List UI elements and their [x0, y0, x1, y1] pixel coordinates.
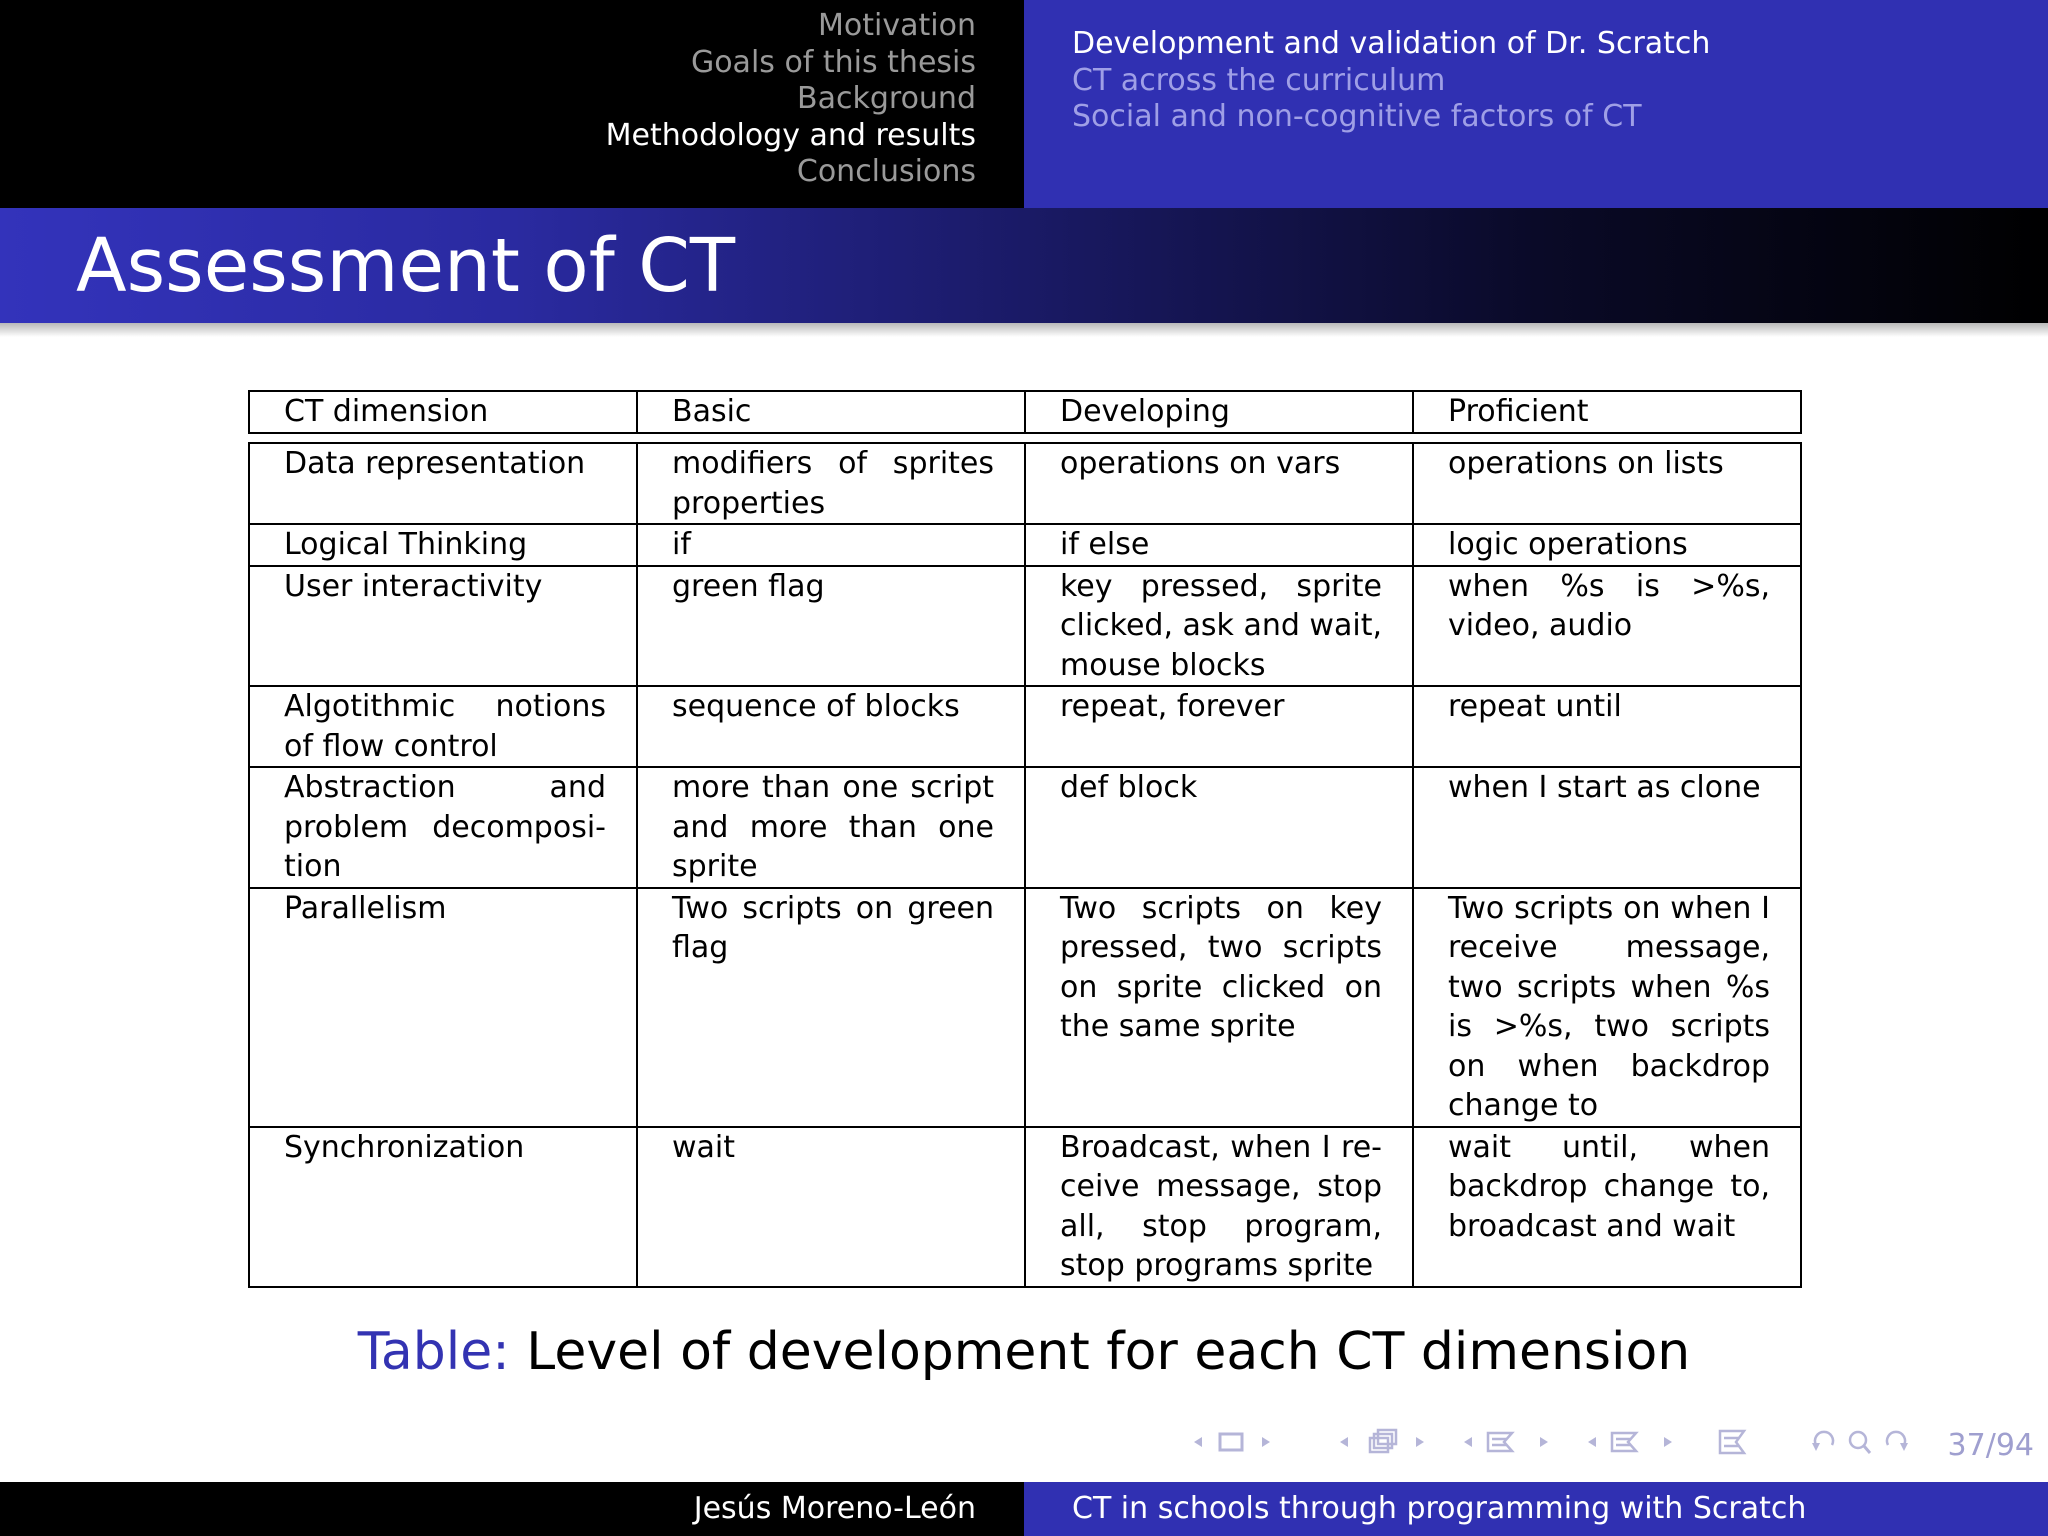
- table-cell: green flag: [637, 566, 1025, 687]
- section-nav-control[interactable]: [1584, 1427, 1676, 1457]
- table-cell: Data representation: [249, 443, 637, 524]
- table-cell: logic operations: [1413, 524, 1801, 566]
- table-cell: Logical Thinking: [249, 524, 637, 566]
- table-cell: more than one script and more than one sprite: [637, 767, 1025, 888]
- section-link-motivation[interactable]: Motivation: [818, 8, 976, 43]
- table-cell: key pressed, sprite clicked, ask and wait, mouse blocks: [1025, 566, 1413, 687]
- subsection-link-ct-curriculum[interactable]: CT across the curriculum: [1072, 62, 1446, 98]
- table-cell: Parallelism: [249, 888, 637, 1127]
- table-row: [249, 1127, 1801, 1287]
- table-cell: Synchronization: [249, 1127, 637, 1287]
- table-cell: wait: [637, 1127, 1025, 1287]
- footer-author: Jesús Moreno-León: [693, 1491, 976, 1526]
- table-cell: def block: [1025, 767, 1413, 888]
- table-caption: [0, 1322, 2048, 1382]
- beamer-navigation-symbols: [1186, 1424, 1906, 1460]
- caption-text: Level of development for each CT dimension: [526, 1322, 1691, 1382]
- frame-title: Assessment of CT: [76, 223, 736, 309]
- table-cell: if: [637, 524, 1025, 566]
- table-header-cell: Basic: [637, 391, 1025, 433]
- page-number: 37/94: [1947, 1428, 2034, 1463]
- table-cell: sequence of blocks: [637, 686, 1025, 767]
- table-cell: Two scripts on green flag: [637, 888, 1025, 1127]
- table-cell: repeat until: [1413, 686, 1801, 767]
- table-row: [249, 686, 1801, 767]
- section-list: [606, 8, 976, 191]
- table-cell: Abstraction and problem decomposi-tion: [249, 767, 637, 888]
- search-nav-control[interactable]: [1810, 1427, 1910, 1457]
- section-navigation-icon: [1584, 1427, 1676, 1457]
- frame-navigation-icon: [1336, 1427, 1428, 1457]
- slide-navigation-icon: [1186, 1427, 1278, 1457]
- subsection-link-social-factors[interactable]: Social and non-cognitive factors of CT: [1072, 99, 1642, 134]
- table-cell: User interactivity: [249, 566, 637, 687]
- section-link-conclusions[interactable]: Conclusions: [796, 154, 976, 189]
- footer-title-panel: [1024, 1482, 2048, 1536]
- top-navigation-bar: [0, 0, 2048, 208]
- document-nav-control[interactable]: [1718, 1427, 1748, 1457]
- section-link-goals[interactable]: Goals of this thesis: [690, 44, 976, 80]
- subsection-navigation-icon: [1460, 1427, 1552, 1457]
- table-cell: Algotithmic notions of flow control: [249, 686, 637, 767]
- undo-search-redo-icon: [1810, 1427, 1910, 1457]
- caption-label: Table:: [357, 1322, 510, 1382]
- table-cell: operations on lists: [1413, 443, 1801, 524]
- footer-author-panel: [0, 1482, 1024, 1536]
- title-shadow: [0, 323, 2048, 337]
- table-header-cell: Developing: [1025, 391, 1413, 433]
- table-cell: Two scripts on when I receive message, two scripts when %s is >%s, two scripts on when backdrop change to: [1413, 888, 1801, 1127]
- ct-levels-table: [248, 390, 1802, 1288]
- frame-title-bar: [0, 208, 2048, 323]
- table-row: [249, 566, 1801, 687]
- section-link-methodology[interactable]: Methodology and results: [605, 117, 976, 153]
- subsection-navigation-panel: [1024, 0, 2048, 208]
- table-header-row: [249, 391, 1801, 433]
- slide-nav-control[interactable]: [1186, 1427, 1278, 1457]
- section-link-background[interactable]: Background: [797, 81, 976, 116]
- subsection-link-dr-scratch[interactable]: Development and validation of Dr. Scratch: [1072, 26, 1711, 61]
- ct-levels-table-container: [248, 390, 1800, 1288]
- table-header-gap: [249, 433, 1801, 443]
- footer-title: CT in schools through programming with Scratch: [1072, 1491, 1807, 1526]
- table-row: [249, 443, 1801, 524]
- table-cell: when %s is >%s, video, audio: [1413, 566, 1801, 687]
- table-header-cell: CT dimension: [249, 391, 637, 433]
- table-cell: Broadcast, when I re-ceive message, stop all, stop program, stop programs sprite: [1025, 1127, 1413, 1287]
- table-row: [249, 524, 1801, 566]
- table-cell: Two scripts on key pressed, two scripts on sprite clicked on the same sprite: [1025, 888, 1413, 1127]
- table-cell: modifiers of sprites properties: [637, 443, 1025, 524]
- document-navigation-icon: [1718, 1427, 1748, 1457]
- table-row: [249, 767, 1801, 888]
- table-cell: repeat, forever: [1025, 686, 1413, 767]
- subsection-nav-control[interactable]: [1460, 1427, 1552, 1457]
- table-cell: operations on vars: [1025, 443, 1413, 524]
- section-navigation-panel: [0, 0, 1024, 208]
- table-cell: when I start as clone: [1413, 767, 1801, 888]
- subsection-list: [1072, 26, 1710, 136]
- table-cell: if else: [1025, 524, 1413, 566]
- frame-nav-control[interactable]: [1336, 1427, 1428, 1457]
- table-cell: wait until, when backdrop change to, broadcast and wait: [1413, 1127, 1801, 1287]
- table-row: [249, 888, 1801, 1127]
- table-header-cell: Proficient: [1413, 391, 1801, 433]
